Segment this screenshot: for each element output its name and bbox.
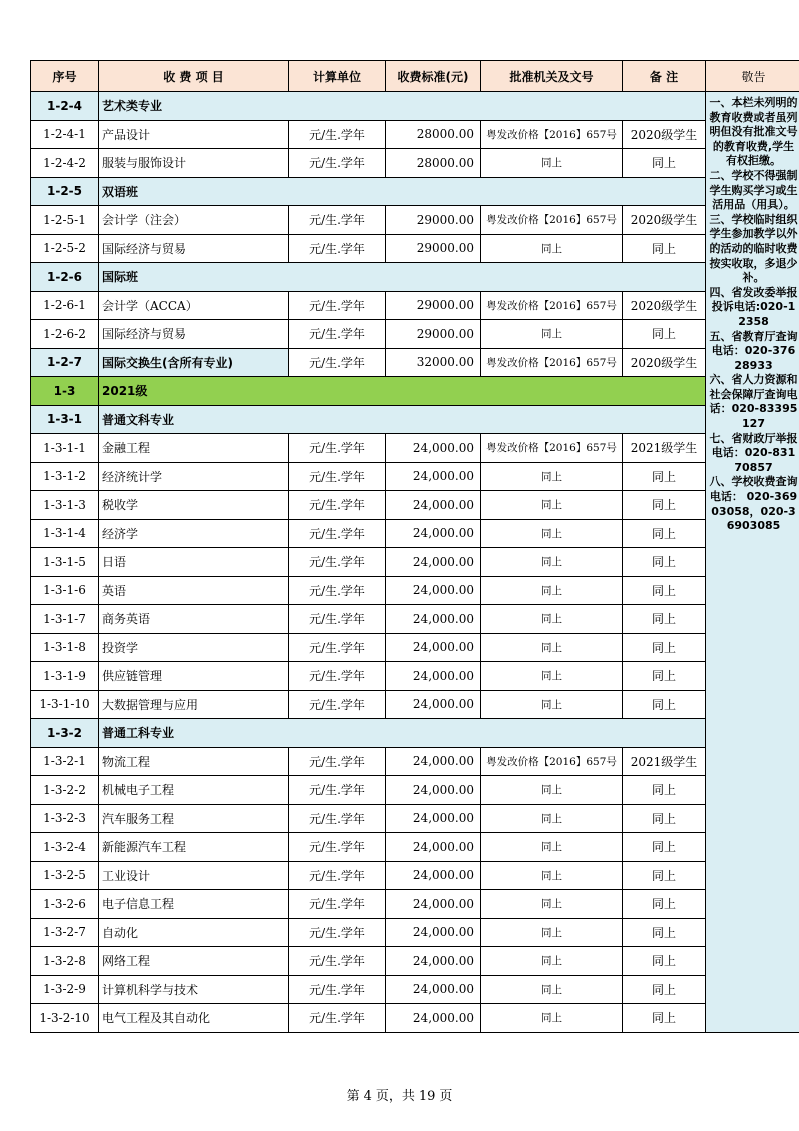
row-remark: 同上	[623, 890, 706, 919]
table-row	[31, 804, 799, 833]
row-seq: 1-3-1-1	[31, 434, 99, 463]
section-row	[31, 177, 799, 206]
row-fee: 24,000.00	[386, 519, 481, 548]
section-row	[31, 92, 799, 121]
table-row	[31, 206, 799, 235]
row-seq: 1-2-5-1	[31, 206, 99, 235]
row-item: 商务英语	[99, 605, 289, 634]
table-row	[31, 890, 799, 919]
footer-page: 4	[363, 1089, 372, 1104]
row-item: 金融工程	[99, 434, 289, 463]
row-remark: 2020级学生	[623, 120, 706, 149]
row-seq: 1-2-4-2	[31, 149, 99, 178]
row-item: 机械电子工程	[99, 776, 289, 805]
row-item: 工业设计	[99, 861, 289, 890]
notice-line: 六、省人力资源和社会保障厅查询电话：020-83395127	[709, 373, 798, 431]
row-remark: 2020级学生	[623, 348, 706, 377]
table-row	[31, 291, 799, 320]
row-seq: 1-2-4-1	[31, 120, 99, 149]
footer-prefix: 第	[346, 1089, 360, 1104]
page-footer	[0, 1085, 799, 1104]
table-row	[31, 120, 799, 149]
row-approval: 同上	[481, 662, 623, 691]
row-remark: 同上	[623, 918, 706, 947]
row-approval: 同上	[481, 1004, 623, 1033]
row-item: 物流工程	[99, 747, 289, 776]
row-unit: 元/生.学年	[289, 633, 386, 662]
row-fee: 29000.00	[386, 320, 481, 349]
section-row	[31, 719, 799, 748]
row-approval: 同上	[481, 975, 623, 1004]
row-unit: 元/生.学年	[289, 291, 386, 320]
row-unit: 元/生.学年	[289, 605, 386, 634]
header-unit: 计算单位	[289, 61, 386, 92]
row-remark: 同上	[623, 519, 706, 548]
row-fee: 24,000.00	[386, 861, 481, 890]
section-seq: 1-2-6	[31, 263, 99, 292]
row-remark: 同上	[623, 149, 706, 178]
notice-line: 二、学校不得强制学生购买学习或生活用品（用具）。	[709, 168, 798, 212]
row-unit: 元/生.学年	[289, 434, 386, 463]
row-fee: 24,000.00	[386, 605, 481, 634]
row-item: 投资学	[99, 633, 289, 662]
row-fee: 24,000.00	[386, 918, 481, 947]
table-row	[31, 462, 799, 491]
row-approval: 粤发改价格【2016】657号	[481, 291, 623, 320]
row-seq: 1-3-2-1	[31, 747, 99, 776]
row-unit: 元/生.学年	[289, 747, 386, 776]
section-seq: 1-3-2	[31, 719, 99, 748]
row-approval: 同上	[481, 890, 623, 919]
table-row	[31, 149, 799, 178]
row-remark: 同上	[623, 776, 706, 805]
row-item: 会计学（ACCA）	[99, 291, 289, 320]
row-remark: 同上	[623, 633, 706, 662]
section-title: 双语班	[99, 177, 706, 206]
section-seq: 1-3-1	[31, 405, 99, 434]
row-unit: 元/生.学年	[289, 234, 386, 263]
row-item: 经济统计学	[99, 462, 289, 491]
row-approval: 粤发改价格【2016】657号	[481, 434, 623, 463]
row-item: 服装与服饰设计	[99, 149, 289, 178]
table-row	[31, 548, 799, 577]
section-title: 国际班	[99, 263, 706, 292]
row-item: 网络工程	[99, 947, 289, 976]
row-fee: 24,000.00	[386, 434, 481, 463]
section-row	[31, 405, 799, 434]
row-remark: 同上	[623, 1004, 706, 1033]
section-title: 2021级	[99, 377, 706, 406]
row-item: 汽车服务工程	[99, 804, 289, 833]
row-remark: 同上	[623, 833, 706, 862]
row-fee: 29000.00	[386, 291, 481, 320]
footer-mid: 页，共	[375, 1089, 415, 1104]
row-unit: 元/生.学年	[289, 1004, 386, 1033]
section-seq: 1-2-5	[31, 177, 99, 206]
table-row	[31, 747, 799, 776]
row-fee: 24,000.00	[386, 833, 481, 862]
row-item: 国际经济与贸易	[99, 234, 289, 263]
row-approval: 同上	[481, 833, 623, 862]
row-item: 大数据管理与应用	[99, 690, 289, 719]
row-fee: 24,000.00	[386, 975, 481, 1004]
table-row	[31, 690, 799, 719]
row-seq: 1-3-1-6	[31, 576, 99, 605]
row-seq: 1-3-1-7	[31, 605, 99, 634]
notice-line: 八、学校收费查询电话： 020-36903058，020-36903085	[709, 475, 798, 533]
row-item: 计算机科学与技术	[99, 975, 289, 1004]
row-approval: 同上	[481, 234, 623, 263]
row-approval: 同上	[481, 690, 623, 719]
row-seq: 1-2-7	[31, 348, 99, 377]
row-seq: 1-3-2-10	[31, 1004, 99, 1033]
row-fee: 24,000.00	[386, 576, 481, 605]
header-item: 收 费 项 目	[99, 61, 289, 92]
row-approval: 同上	[481, 804, 623, 833]
row-seq: 1-2-6-1	[31, 291, 99, 320]
row-fee: 24,000.00	[386, 776, 481, 805]
row-seq: 1-3-1-2	[31, 462, 99, 491]
row-item: 日语	[99, 548, 289, 577]
row-fee: 24,000.00	[386, 804, 481, 833]
table-row	[31, 320, 799, 349]
notice-line: 一、本栏未列明的教育收费或者虽列明但没有批准文号的教育收费,学生有权拒缴。	[709, 96, 798, 168]
row-remark: 同上	[623, 491, 706, 520]
row-fee: 24,000.00	[386, 462, 481, 491]
row-fee: 28000.00	[386, 149, 481, 178]
section-row	[31, 377, 799, 406]
row-seq: 1-3-1-3	[31, 491, 99, 520]
row-item: 经济学	[99, 519, 289, 548]
row-item: 供应链管理	[99, 662, 289, 691]
row-unit: 元/生.学年	[289, 776, 386, 805]
row-fee: 24,000.00	[386, 890, 481, 919]
table-row	[31, 633, 799, 662]
row-seq: 1-3-2-5	[31, 861, 99, 890]
row-remark: 同上	[623, 320, 706, 349]
row-remark: 同上	[623, 947, 706, 976]
footer-total: 19	[418, 1089, 436, 1104]
footer-suffix: 页	[439, 1089, 453, 1104]
table-row	[31, 348, 799, 377]
row-seq: 1-3-2-2	[31, 776, 99, 805]
table-row	[31, 776, 799, 805]
table-row	[31, 234, 799, 263]
table-row	[31, 975, 799, 1004]
row-fee: 29000.00	[386, 234, 481, 263]
row-unit: 元/生.学年	[289, 548, 386, 577]
row-remark: 2021级学生	[623, 747, 706, 776]
row-seq: 1-3-1-8	[31, 633, 99, 662]
table-row	[31, 918, 799, 947]
row-item: 英语	[99, 576, 289, 605]
table-row	[31, 576, 799, 605]
row-remark: 同上	[623, 548, 706, 577]
row-unit: 元/生.学年	[289, 206, 386, 235]
table-row	[31, 519, 799, 548]
notice-line: 七、省财政厅举报电话：020-83170857	[709, 431, 798, 474]
row-approval: 同上	[481, 462, 623, 491]
row-unit: 元/生.学年	[289, 947, 386, 976]
row-seq: 1-2-5-2	[31, 234, 99, 263]
row-item: 产品设计	[99, 120, 289, 149]
row-fee: 24,000.00	[386, 633, 481, 662]
section-seq: 1-3	[31, 377, 99, 406]
row-fee: 32000.00	[386, 348, 481, 377]
row-unit: 元/生.学年	[289, 804, 386, 833]
section-title: 普通文科专业	[99, 405, 706, 434]
table-row	[31, 491, 799, 520]
row-item: 电气工程及其自动化	[99, 1004, 289, 1033]
section-title: 普通工科专业	[99, 719, 706, 748]
row-unit: 元/生.学年	[289, 662, 386, 691]
row-item: 国际经济与贸易	[99, 320, 289, 349]
row-seq: 1-3-1-9	[31, 662, 99, 691]
row-remark: 2021级学生	[623, 434, 706, 463]
row-approval: 粤发改价格【2016】657号	[481, 206, 623, 235]
row-approval: 同上	[481, 576, 623, 605]
table-row	[31, 861, 799, 890]
row-remark: 同上	[623, 690, 706, 719]
row-remark: 同上	[623, 605, 706, 634]
header-approval: 批准机关及文号	[481, 61, 623, 92]
row-unit: 元/生.学年	[289, 690, 386, 719]
row-fee: 24,000.00	[386, 690, 481, 719]
section-row	[31, 263, 799, 292]
row-seq: 1-3-2-9	[31, 975, 99, 1004]
notice-line: 三、学校临时组织学生参加教学以外的活动的临时收费按实收取，多退少补。	[709, 212, 798, 285]
row-unit: 元/生.学年	[289, 975, 386, 1004]
header-remark: 备 注	[623, 61, 706, 92]
row-fee: 24,000.00	[386, 548, 481, 577]
row-approval: 同上	[481, 918, 623, 947]
row-seq: 1-3-1-10	[31, 690, 99, 719]
table-row	[31, 662, 799, 691]
notice-line: 四、省发改委举报投诉电话:020-12358	[709, 285, 798, 328]
row-unit: 元/生.学年	[289, 149, 386, 178]
row-unit: 元/生.学年	[289, 491, 386, 520]
row-fee: 29000.00	[386, 206, 481, 235]
row-unit: 元/生.学年	[289, 320, 386, 349]
row-remark: 同上	[623, 861, 706, 890]
table-row	[31, 434, 799, 463]
row-remark: 2020级学生	[623, 206, 706, 235]
row-remark: 同上	[623, 234, 706, 263]
row-item: 税收学	[99, 491, 289, 520]
row-fee: 24,000.00	[386, 662, 481, 691]
row-approval: 同上	[481, 519, 623, 548]
row-remark: 同上	[623, 975, 706, 1004]
row-approval: 粤发改价格【2016】657号	[481, 120, 623, 149]
header-row	[31, 61, 799, 92]
row-item: 国际交换生(含所有专业)	[99, 348, 289, 377]
row-remark: 同上	[623, 462, 706, 491]
row-unit: 元/生.学年	[289, 918, 386, 947]
row-unit: 元/生.学年	[289, 861, 386, 890]
row-unit: 元/生.学年	[289, 120, 386, 149]
row-approval: 同上	[481, 633, 623, 662]
header-standard: 收费标准(元)	[386, 61, 481, 92]
row-seq: 1-3-2-3	[31, 804, 99, 833]
section-title: 艺术类专业	[99, 92, 706, 121]
row-approval: 同上	[481, 605, 623, 634]
fee-table	[30, 60, 799, 1033]
row-fee: 24,000.00	[386, 747, 481, 776]
row-seq: 1-3-1-5	[31, 548, 99, 577]
row-unit: 元/生.学年	[289, 348, 386, 377]
notice-panel	[706, 92, 799, 1033]
row-remark: 2020级学生	[623, 291, 706, 320]
row-item: 自动化	[99, 918, 289, 947]
row-remark: 同上	[623, 576, 706, 605]
row-unit: 元/生.学年	[289, 890, 386, 919]
row-fee: 24,000.00	[386, 947, 481, 976]
row-approval: 同上	[481, 947, 623, 976]
row-unit: 元/生.学年	[289, 833, 386, 862]
row-approval: 粤发改价格【2016】657号	[481, 747, 623, 776]
row-approval: 同上	[481, 861, 623, 890]
row-seq: 1-2-6-2	[31, 320, 99, 349]
row-item: 电子信息工程	[99, 890, 289, 919]
header-notice: 敬告	[706, 61, 799, 92]
table-row	[31, 947, 799, 976]
row-fee: 24,000.00	[386, 1004, 481, 1033]
row-seq: 1-3-2-6	[31, 890, 99, 919]
row-approval: 同上	[481, 149, 623, 178]
table-row	[31, 833, 799, 862]
row-seq: 1-3-2-4	[31, 833, 99, 862]
header-seq: 序号	[31, 61, 99, 92]
row-fee: 28000.00	[386, 120, 481, 149]
row-item: 新能源汽车工程	[99, 833, 289, 862]
row-approval: 同上	[481, 491, 623, 520]
row-approval: 同上	[481, 320, 623, 349]
row-seq: 1-3-1-4	[31, 519, 99, 548]
table-row	[31, 1004, 799, 1033]
row-item: 会计学（注会）	[99, 206, 289, 235]
row-seq: 1-3-2-8	[31, 947, 99, 976]
notice-line: 五、省教育厅查询电话：020-37628933	[709, 329, 798, 372]
row-approval: 同上	[481, 548, 623, 577]
row-unit: 元/生.学年	[289, 519, 386, 548]
section-seq: 1-2-4	[31, 92, 99, 121]
table-row	[31, 605, 799, 634]
row-unit: 元/生.学年	[289, 462, 386, 491]
row-approval: 同上	[481, 776, 623, 805]
row-remark: 同上	[623, 804, 706, 833]
row-approval: 粤发改价格【2016】657号	[481, 348, 623, 377]
row-remark: 同上	[623, 662, 706, 691]
row-seq: 1-3-2-7	[31, 918, 99, 947]
row-fee: 24,000.00	[386, 491, 481, 520]
row-unit: 元/生.学年	[289, 576, 386, 605]
